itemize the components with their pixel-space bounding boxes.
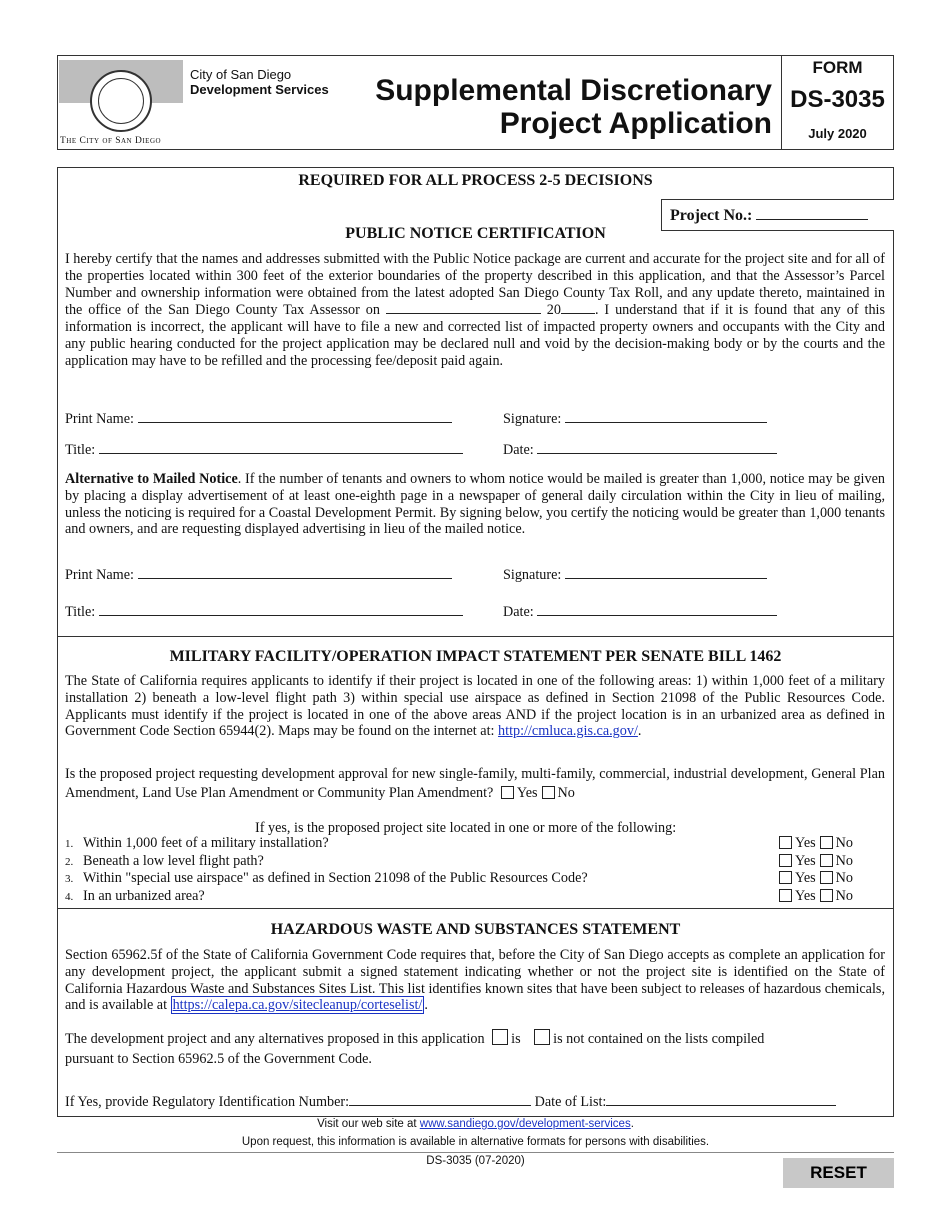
alt-date-input[interactable] bbox=[537, 603, 777, 616]
footer-visit-text: Visit our web site at bbox=[317, 1118, 420, 1130]
item-yes-checkbox[interactable] bbox=[779, 889, 792, 902]
year-input[interactable] bbox=[561, 301, 595, 314]
print-name-field bbox=[65, 410, 452, 428]
signature-label: Signature: bbox=[503, 411, 562, 427]
alt-print-name-input[interactable] bbox=[138, 566, 452, 579]
public-notice-text-part1: I hereby certify that the names and addresses submitted with the Public Notice package are current and accurate for the project site and for all of the properties located within 300 feet of the exterior boundaries of the property described in this application, and that the Assessor’s Parcel Number and ownership information were obtained from the latest adopted San Diego County Tax Roll, and any update thereto, maintained in the office of the San Diego County Tax Assessor on bbox=[65, 251, 885, 319]
regulatory-id-field bbox=[65, 1093, 836, 1111]
regulatory-id-input[interactable] bbox=[349, 1093, 531, 1106]
item-yes-label: Yes bbox=[795, 852, 816, 869]
item-text: Within "special use airspace" as defined in Section 21098 of the Public Resources Code? bbox=[83, 870, 588, 886]
form-title-line1: Supplemental Discretionary bbox=[375, 74, 772, 107]
military-body: The State of California requires applicants to identify if their project is located in one of the following areas: 1) within 1,000 feet of a military installation 2) beneath a low-level flight path 3) within special use airspace as defined in Section 21098 of the Public Resources Code. Applicants must identify if the project is located in one of the above areas AND if the project location is in an urbanized area as defined in Government Code Section 65944(2). Maps may be found on the internet at: bbox=[65, 673, 885, 740]
date-field bbox=[503, 441, 777, 459]
alt-print-name-label: Print Name: bbox=[65, 567, 134, 583]
city-name: City of San Diego bbox=[190, 67, 292, 82]
alternative-notice-lead: Alternative to Mailed Notice bbox=[65, 471, 238, 487]
alt-signature-input[interactable] bbox=[565, 566, 767, 579]
list-item bbox=[65, 835, 885, 853]
alternative-notice-body: . If the number of tenants and owners to whom notice would be mailed is greater than 1,000, notice may be given by placing a display advertisement of at least one-eighth page in a newspaper of general daily circulation within the City in lieu of mailing, unless the noticing is required for a Coastal Development Permit. By signing below, you certify the noticing would be greater than 1,000 tenants and owners, and are requesting displayed advertising in lieu of the mailed notice. bbox=[65, 471, 885, 538]
item-number: 4. bbox=[65, 890, 74, 903]
alt-title-label: Title: bbox=[65, 604, 96, 620]
required-section-title: REQUIRED FOR ALL PROCESS 2-5 DECISIONS bbox=[298, 172, 653, 189]
military-items-list bbox=[65, 835, 885, 905]
item-no-label: No bbox=[835, 870, 853, 886]
form-title-line2: Project Application bbox=[499, 107, 772, 140]
alt-print-name-field bbox=[65, 566, 452, 584]
hazardous-statement-lead: The development project and any alternatives proposed in this application bbox=[65, 1031, 485, 1047]
section-divider bbox=[57, 908, 894, 909]
footer-website: Visit our web site at www.sandiego.gov/development-services. bbox=[317, 1118, 634, 1130]
public-notice-title: PUBLIC NOTICE CERTIFICATION bbox=[345, 225, 606, 242]
is-checkbox[interactable] bbox=[492, 1029, 508, 1045]
form-label: FORM bbox=[812, 58, 863, 77]
footer-alt-formats: Upon request, this information is available in alternative formats for persons with disabilities. bbox=[241, 1136, 710, 1148]
hazardous-body: Section 65962.5f of the State of California Government Code requires that, before the City of San Diego accepts as complete an application for any development project, the applicant submit a signed statement indicating whether or not the project site is identified on the State of California Hazardous Waste and Substances Sites List. This list identifies known sites that have been subject to releases of hazardous chemicals, and is available at bbox=[65, 947, 885, 1014]
footer-divider bbox=[57, 1152, 894, 1153]
alternative-notice-text bbox=[65, 471, 885, 538]
military-section-title: MILITARY FACILITY/OPERATION IMPACT STATEMENT PER SENATE BILL 1462 bbox=[169, 648, 782, 665]
item-yes-no bbox=[779, 870, 853, 888]
item-no-checkbox[interactable] bbox=[820, 836, 833, 849]
date-input[interactable] bbox=[537, 441, 777, 454]
military-subquestion: If yes, is the proposed project site located in one or more of the following: bbox=[255, 820, 677, 836]
item-yes-label: Yes bbox=[795, 887, 816, 904]
military-question-text: Is the proposed project requesting development approval for new single-family, multi-family, commercial, industrial development, General Plan Amendment, Land Use Plan Amendment or Community Plan Amendment? bbox=[65, 766, 885, 801]
city-caption: The City of San Diego bbox=[60, 136, 162, 146]
project-no-input[interactable] bbox=[756, 207, 868, 220]
item-yes-checkbox[interactable] bbox=[779, 836, 792, 849]
is-not-label: is not contained on the lists compiled bbox=[553, 1031, 765, 1047]
list-item bbox=[65, 870, 885, 888]
city-seal-inner bbox=[98, 78, 144, 124]
print-name-label: Print Name: bbox=[65, 411, 134, 427]
alt-title-field bbox=[65, 603, 463, 621]
hazardous-statement bbox=[65, 1029, 885, 1069]
item-yes-label: Yes bbox=[795, 835, 816, 851]
alt-date-field bbox=[503, 603, 777, 621]
list-item bbox=[65, 888, 885, 906]
item-no-label: No bbox=[835, 835, 853, 851]
date-of-list-label: Date of List: bbox=[534, 1094, 607, 1110]
department-name: Development Services bbox=[190, 82, 329, 97]
hazardous-statement-end: pursuant to Section 65962.5 of the Government Code. bbox=[65, 1051, 372, 1067]
item-yes-no bbox=[779, 835, 853, 853]
footer-form-code: DS-3035 (07-2020) bbox=[426, 1155, 525, 1167]
cmluca-link[interactable]: http://cmluca.gis.ca.gov/ bbox=[498, 723, 638, 740]
public-notice-text-part2: . I understand that if it is found that any of this information is incorrect, the applicant will have to file a new and corrected list of impacted property owners and occupants with the City and any public hearing conducted for the project application may be declared null and void by the decision-making body or by the courts and the application may have to be refilled and the processing fee/deposit paid again. bbox=[65, 302, 886, 369]
military-question-yes-checkbox[interactable] bbox=[501, 786, 514, 799]
item-yes-checkbox[interactable] bbox=[779, 854, 792, 867]
alt-title-input[interactable] bbox=[99, 603, 463, 616]
item-number: 3. bbox=[65, 873, 74, 885]
section-divider bbox=[57, 636, 894, 637]
item-yes-label: Yes bbox=[795, 870, 816, 886]
regulatory-id-label: If Yes, provide Regulatory Identification Number: bbox=[65, 1094, 350, 1110]
item-yes-checkbox[interactable] bbox=[779, 871, 792, 884]
project-no-label: Project No.: bbox=[670, 207, 753, 224]
item-yes-no bbox=[779, 888, 853, 906]
military-question-no-checkbox[interactable] bbox=[542, 786, 555, 799]
date-label: Date: bbox=[503, 442, 534, 458]
item-number: 2. bbox=[65, 855, 74, 868]
item-text: Beneath a low level flight path? bbox=[83, 852, 264, 869]
form-date: July 2020 bbox=[808, 126, 867, 141]
item-yes-no bbox=[779, 853, 853, 871]
military-question-no-label: No bbox=[557, 785, 575, 801]
military-text: The State of California requires applicants to identify if their project is located in one of the following areas: 1) within 1,000 feet of a military installation 2) beneath a low-level flight path 3) within special use airspace as defined in Section 21098 of the Public Resources Code. Applicants must identify if the project is located in one of the above areas AND if the project location is in an urbanized area as defined in Government Code Section 65944(2). Maps may be found on the internet at: http://cmluca.gis.ca.gov/. bbox=[65, 673, 885, 740]
form-title bbox=[375, 74, 772, 140]
project-no-field bbox=[670, 207, 868, 225]
military-question bbox=[65, 765, 885, 803]
form-number: DS-3035 bbox=[790, 86, 885, 113]
item-no-checkbox[interactable] bbox=[820, 871, 833, 884]
item-text: Within 1,000 feet of a military installation? bbox=[83, 835, 329, 851]
title-label: Title: bbox=[65, 442, 96, 458]
signature-input[interactable] bbox=[565, 410, 767, 423]
signature-field bbox=[503, 410, 767, 428]
title-field bbox=[65, 441, 463, 459]
cortese-list-link[interactable]: https://calepa.ca.gov/sitecleanup/corteselist/ bbox=[172, 997, 423, 1014]
reset-button[interactable]: RESET bbox=[783, 1158, 894, 1188]
tax-assessor-date-input[interactable] bbox=[386, 301, 541, 314]
year-prefix: 20 bbox=[546, 302, 561, 319]
item-number: 1. bbox=[65, 838, 74, 850]
is-label: is bbox=[511, 1031, 521, 1047]
public-notice-text bbox=[65, 251, 885, 370]
alt-date-label: Date: bbox=[503, 604, 534, 620]
date-of-list-input[interactable] bbox=[606, 1093, 836, 1106]
item-text: In an urbanized area? bbox=[83, 887, 205, 904]
item-no-checkbox[interactable] bbox=[820, 889, 833, 902]
alt-signature-field bbox=[503, 566, 767, 584]
military-question-yes-label: Yes bbox=[516, 785, 538, 801]
website-link[interactable]: www.sandiego.gov/development-services bbox=[419, 1118, 631, 1130]
print-name-input[interactable] bbox=[138, 410, 452, 423]
item-no-checkbox[interactable] bbox=[820, 854, 833, 867]
hazardous-text: Section 65962.5f of the State of California Government Code requires that, before the City of San Diego accepts as complete an application for any development project, the applicant submit a signed statement indicating whether or not the project site is identified on the State of California Hazardous Waste and Substances Sites List. This list identifies known sites that have been subject to releases of hazardous chemicals, and is available at https://calepa.ca.gov/sitecleanup/corteselist/ . bbox=[65, 947, 885, 1014]
list-item bbox=[65, 853, 885, 871]
alt-signature-label: Signature: bbox=[503, 567, 562, 583]
item-no-label: No bbox=[835, 887, 853, 904]
hazardous-section-title: HAZARDOUS WASTE AND SUBSTANCES STATEMENT bbox=[270, 921, 681, 938]
item-no-label: No bbox=[835, 852, 853, 869]
is-not-checkbox[interactable] bbox=[534, 1029, 550, 1045]
title-input[interactable] bbox=[99, 441, 463, 454]
